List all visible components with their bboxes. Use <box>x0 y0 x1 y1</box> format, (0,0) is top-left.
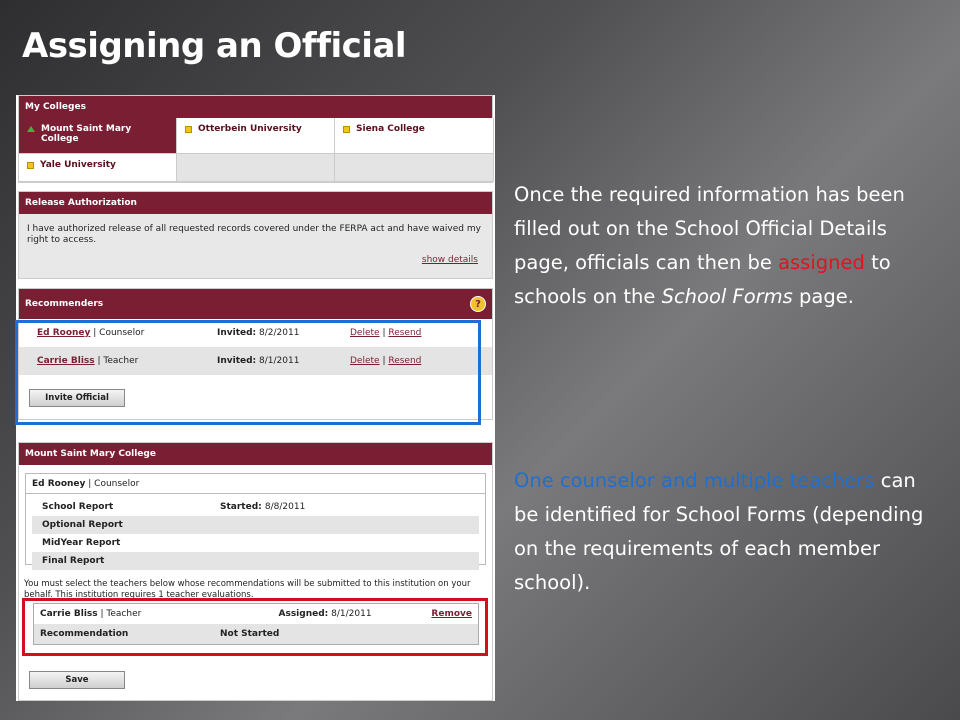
invite-official-button[interactable]: Invite Official <box>29 389 125 407</box>
form-name: School Report <box>42 502 114 512</box>
started-label: Started: <box>220 502 262 512</box>
p1-text-a: Once the required information has been filled out on the School Official Details page, officials can then be <box>514 183 905 274</box>
teacher-name: Carrie Bliss <box>40 609 98 619</box>
invited-date: 8/1/2011 <box>259 356 300 366</box>
invited-label: Invited: <box>217 328 257 338</box>
slide-title: Assigning an Official <box>22 26 407 66</box>
college-tab-yale[interactable] <box>19 154 177 182</box>
explanation-paragraph-2 <box>514 464 934 600</box>
form-row <box>32 516 479 534</box>
recommendation-status: Not Started <box>220 629 280 639</box>
form-name: MidYear Report <box>42 538 121 548</box>
invited-date: 8/2/2011 <box>259 328 300 338</box>
form-row <box>32 498 479 516</box>
p1-italic-school-forms: School Forms <box>661 285 793 308</box>
recommender-name-link[interactable]: Carrie Bliss <box>37 356 95 366</box>
yellow-square-icon <box>343 126 350 133</box>
p2-highlight: One counselor and multiple teachers <box>514 469 875 492</box>
save-button[interactable]: Save <box>29 671 125 689</box>
teacher-selection-note: You must select the teachers below whose recommendations will be submitted to this institution on your behalf. This institution requires 1 teacher evaluations. <box>24 579 471 600</box>
delete-link[interactable]: Delete <box>350 328 380 338</box>
counselor-role: | Counselor <box>88 478 140 489</box>
my-colleges-header: My Colleges <box>19 96 492 118</box>
college-tab-mount-saint-mary[interactable] <box>19 118 177 154</box>
show-details-link[interactable]: show details <box>421 255 478 265</box>
form-row <box>32 552 479 570</box>
recommender-name-link[interactable]: Ed Rooney <box>37 328 91 338</box>
college-name: Mount Saint Mary College <box>41 124 132 144</box>
teacher-role: | Teacher <box>100 609 142 619</box>
release-authorization-text: I have authorized release of all requested records covered under the FERPA act and have waived my right to access. <box>27 224 481 245</box>
college-name: Otterbein University <box>198 124 302 134</box>
recommender-role: | Counselor <box>93 328 145 338</box>
recommender-row: Carrie Bliss | Teacher Invited: 8/1/2011 Delete | Resend <box>19 347 492 375</box>
release-authorization-panel <box>18 191 493 279</box>
recommenders-highlight-box <box>15 320 481 425</box>
assigned-date: 8/1/2011 <box>331 609 372 619</box>
resend-link[interactable]: Resend <box>388 356 422 366</box>
help-icon[interactable]: ? <box>470 296 486 312</box>
empty-cell <box>335 154 494 182</box>
college-name: Siena College <box>356 124 425 134</box>
assigned-teacher-highlight-box <box>22 598 488 656</box>
empty-cell <box>177 154 335 182</box>
counselor-name: Ed Rooney <box>32 478 86 489</box>
started-date: 8/8/2011 <box>264 502 306 512</box>
recommender-role: | Teacher <box>97 356 139 366</box>
p1-text-b: to schools on the <box>514 251 891 308</box>
form-name: Optional Report <box>42 520 123 530</box>
yellow-square-icon <box>27 162 34 169</box>
resend-link[interactable]: Resend <box>388 328 422 338</box>
college-tab-siena[interactable] <box>335 118 494 154</box>
release-authorization-header: Release Authorization <box>19 192 492 214</box>
delete-link[interactable]: Delete <box>350 356 380 366</box>
green-triangle-icon <box>27 126 35 132</box>
invited-label: Invited: <box>217 356 257 366</box>
form-name: Final Report <box>42 556 105 566</box>
college-name: Yale University <box>40 160 116 170</box>
explanation-paragraph-1 <box>514 178 934 314</box>
recommendation-label: Recommendation <box>40 629 129 639</box>
college-forms-header: Mount Saint Mary College <box>19 443 492 465</box>
counselor-forms-box <box>25 473 486 565</box>
remove-link[interactable]: Remove <box>431 609 472 619</box>
college-tab-otterbein[interactable] <box>177 118 335 154</box>
yellow-square-icon <box>185 126 192 133</box>
form-row <box>32 534 479 552</box>
my-colleges-panel <box>18 95 493 183</box>
p2-text: can be identified for School Forms (depending on the requirements of each member school). <box>514 469 924 594</box>
recommenders-header: Recommenders <box>25 299 104 309</box>
p1-text-c: page. <box>792 285 854 308</box>
p1-highlight-assigned: assigned <box>778 251 865 274</box>
recommender-row: Ed Rooney | Counselor Invited: 8/2/2011 Delete | Resend <box>37 328 422 338</box>
assigned-label: Assigned: <box>278 609 329 619</box>
college-forms-panel <box>18 442 493 701</box>
